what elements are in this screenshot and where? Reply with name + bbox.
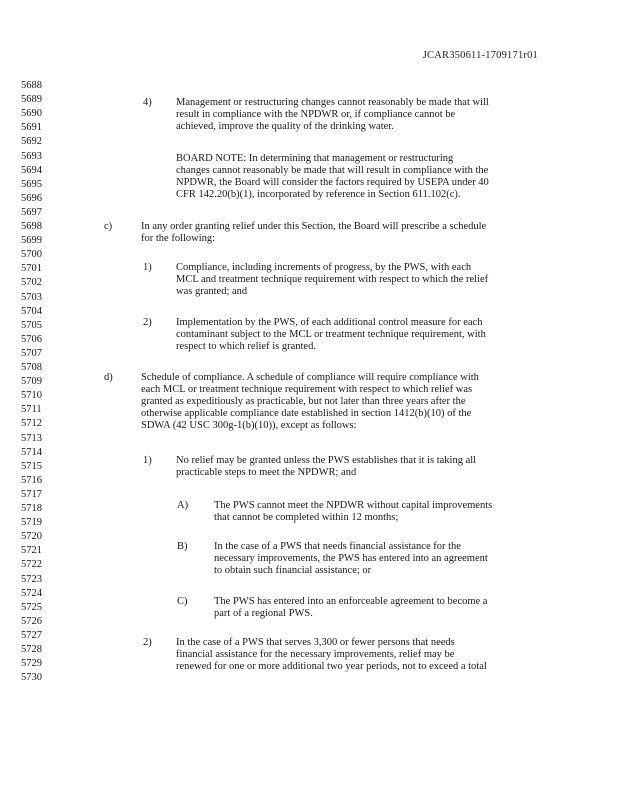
line-number: 5705 (21, 319, 42, 331)
item-d2-line: renewed for one or more additional two year periods, not to exceed a total (176, 661, 487, 672)
line-number: 5697 (21, 206, 42, 218)
subsection-c-line: In any order granting relief under this Section, the Board will prescribe a schedule (141, 221, 487, 232)
line-number: 5712 (21, 418, 42, 430)
item-4-line: achieved, improve the quality of the drinking water. (176, 121, 394, 132)
item-c2-line: contaminant subject to the MCL or treatment technique requirement, with (176, 329, 486, 340)
line-number: 5698 (21, 221, 42, 232)
item-d2-label: 2) (143, 637, 152, 648)
line-number: 5729 (21, 658, 42, 670)
item-4-line: Management or restructuring changes cannot reasonably be made that will (176, 97, 489, 108)
item-c-line: part of a regional PWS. (214, 608, 313, 619)
item-c1-line: MCL and treatment technique requirement with respect to which the relief (176, 274, 489, 285)
line-number: 5706 (21, 333, 42, 345)
line-number: 5719 (21, 517, 42, 529)
line-number: 5695 (21, 178, 42, 190)
item-4-line: result in compliance with the NPDWR or, if compliance cannot be (176, 109, 456, 120)
subsection-d-line: Schedule of compliance. A schedule of compliance will require compliance with (141, 372, 479, 383)
item-c-line: The PWS has entered into an enforceable agreement to become a (214, 596, 488, 607)
item-b-line: In the case of a PWS that needs financial assistance for the (214, 541, 461, 552)
item-d1-line: practicable steps to meet the NPDWR; and (176, 467, 357, 478)
line-number: 5690 (21, 108, 42, 120)
item-b-label: B) (177, 541, 188, 552)
item-d1-line: No relief may be granted unless the PWS establishes that it is taking all (176, 455, 477, 466)
line-number: 5702 (21, 277, 42, 289)
item-b-line: necessary improvements, the PWS has entered into an agreement (214, 553, 488, 564)
subsection-d-line: granted as expeditiously as practicable, but not later than three years after the (141, 396, 466, 407)
line-number: 5710 (21, 390, 42, 402)
item-b-line: to obtain such financial assistance; or (214, 565, 372, 576)
line-number: 5701 (21, 263, 42, 275)
line-number: 5728 (21, 644, 42, 655)
line-number: 5722 (21, 559, 42, 571)
line-number: 5720 (21, 531, 42, 543)
line-number: 5696 (21, 192, 42, 204)
line-number: 5726 (21, 615, 42, 627)
line-number: 5711 (21, 404, 42, 416)
line-number: 5693 (21, 150, 42, 162)
line-number: 5730 (21, 672, 42, 684)
line-number: 5715 (21, 460, 42, 472)
item-c1-line: was granted; and (176, 286, 248, 297)
line-number: 5691 (21, 122, 42, 134)
item-c-label: C) (177, 596, 188, 607)
subsection-c-label: c) (104, 221, 113, 232)
line-number: 5703 (21, 291, 42, 303)
item-a-line: that cannot be completed within 12 months; (214, 512, 399, 523)
line-number: 5694 (21, 164, 42, 176)
item-d1-label: 1) (143, 455, 152, 466)
item-d2-line: financial assistance for the necessary improvements, relief may be (176, 649, 455, 660)
line-number: 5724 (21, 587, 42, 599)
board-note-line: changes cannot reasonably be made that will result in compliance with the (176, 165, 489, 176)
line-number: 5725 (21, 601, 42, 613)
item-4-label: 4) (143, 97, 152, 108)
line-number: 5714 (21, 446, 42, 458)
line-number: 5708 (21, 362, 42, 373)
item-d2-line: In the case of a PWS that serves 3,300 or fewer persons that needs (176, 637, 455, 648)
line-number: 5721 (21, 545, 42, 557)
item-c1-line: Compliance, including increments of progress, by the PWS, with each (176, 262, 472, 273)
line-number: 5707 (21, 347, 42, 359)
board-note-line: CFR 142.20(b)(1), incorporated by reference in Section 611.102(c). (176, 189, 461, 200)
line-number: 5704 (21, 305, 42, 317)
line-number: 5713 (21, 432, 42, 444)
line-number: 5716 (21, 474, 42, 486)
item-a-label: A) (177, 500, 189, 511)
subsection-d-line: otherwise applicable compliance date established in section 1412(b)(10) of the (141, 408, 472, 419)
line-number: 5717 (21, 488, 42, 500)
item-c1-label: 1) (143, 262, 152, 273)
subsection-c-line: for the following: (141, 233, 216, 244)
line-number: 5688 (21, 80, 42, 91)
line-number: 5709 (21, 376, 42, 388)
document-header: JCAR350611-1709171r01 (422, 50, 538, 61)
line-number: 5723 (21, 573, 42, 585)
item-c2-label: 2) (143, 317, 152, 328)
board-note-line: NPDWR, the Board will consider the factors required by USEPA under 40 (176, 177, 489, 188)
line-number: 5692 (21, 136, 42, 148)
line-number: 5727 (21, 629, 42, 641)
line-number: 5718 (21, 503, 42, 514)
line-number: 5689 (21, 94, 42, 106)
item-c2-line: respect to which relief is granted. (176, 341, 316, 352)
line-number: 5700 (21, 249, 42, 261)
subsection-d-line: SDWA (42 USC 300g-1(b)(10)), except as follows: (141, 420, 357, 431)
board-note-line: BOARD NOTE: In determining that management or restructuring (176, 153, 454, 164)
item-c2-line: Implementation by the PWS, of each additional control measure for each (176, 317, 483, 328)
item-a-line: The PWS cannot meet the NPDWR without capital improvements (214, 500, 493, 511)
line-number: 5699 (21, 235, 42, 247)
subsection-d-label: d) (104, 372, 113, 383)
subsection-d-line: each MCL or treatment technique requirement with respect to which relief was (141, 384, 473, 395)
